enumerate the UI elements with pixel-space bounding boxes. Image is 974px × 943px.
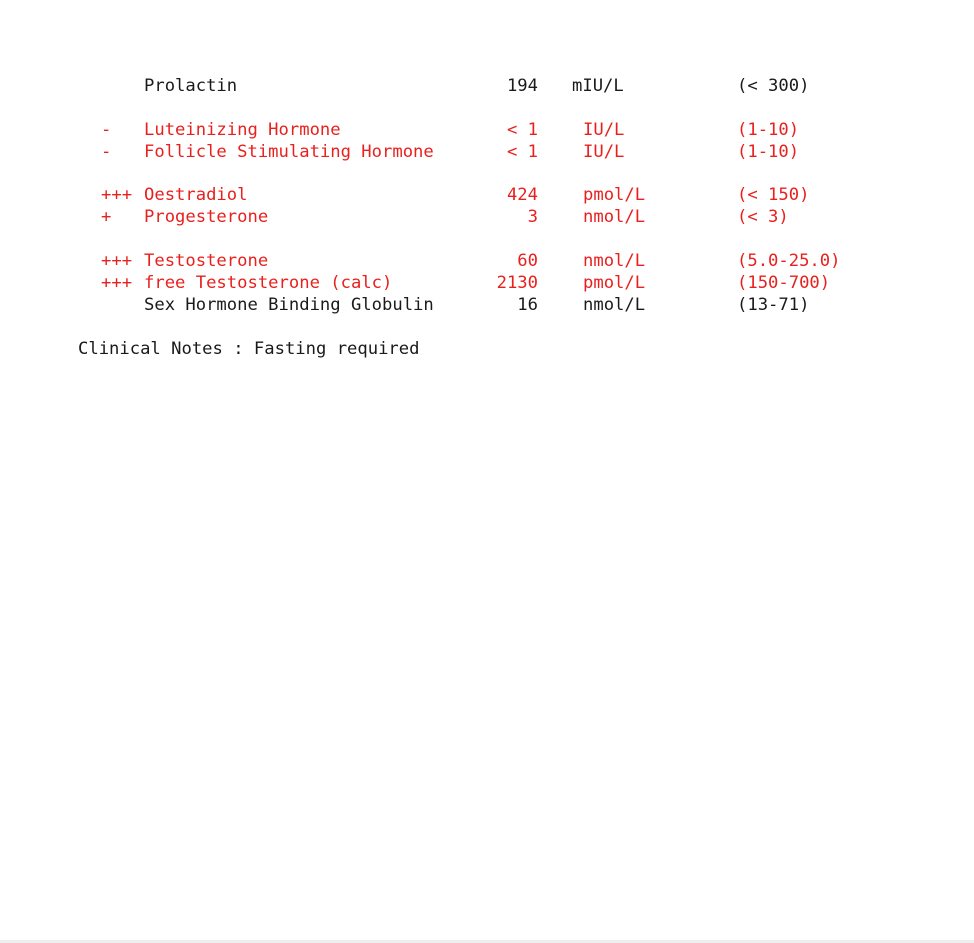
result-row-free-testosterone: [0, 272, 974, 294]
result-row-oestradiol: [0, 184, 974, 206]
result-row-luteinizing-hormone: [0, 119, 974, 141]
reference-range: (< 150): [737, 185, 810, 205]
result-row-progesterone: [0, 206, 974, 228]
reference-range: (< 3): [737, 207, 789, 227]
result-flag: -: [101, 120, 112, 140]
result-flag: +++: [101, 251, 133, 271]
test-value: 424: [506, 185, 538, 205]
test-name: Oestradiol: [144, 185, 248, 205]
test-name: Luteinizing Hormone: [144, 120, 341, 140]
result-row-shbg: [0, 294, 974, 316]
test-unit: IU/L: [583, 142, 625, 162]
result-flag: -: [101, 142, 112, 162]
test-value: < 1: [506, 142, 538, 162]
test-value: 3: [527, 207, 538, 227]
result-row-testosterone: [0, 250, 974, 272]
result-row-follicle-stimulating-hormone: [0, 141, 974, 163]
test-value: 60: [517, 251, 538, 271]
reference-range: (< 300): [737, 76, 810, 96]
test-name: Progesterone: [144, 207, 269, 227]
test-name: Sex Hormone Binding Globulin: [144, 295, 434, 315]
test-value: 2130: [496, 273, 538, 293]
test-value: 194: [506, 76, 538, 96]
reference-range: (1-10): [737, 142, 800, 162]
reference-range: (13-71): [737, 295, 810, 315]
result-flag: +++: [101, 273, 133, 293]
result-flag: +++: [101, 185, 133, 205]
reference-range: (150-700): [737, 273, 831, 293]
test-value: 16: [517, 295, 538, 315]
test-unit: pmol/L: [583, 185, 646, 205]
reference-range: (1-10): [737, 120, 800, 140]
result-flag: +: [101, 207, 112, 227]
result-row-prolactin: [0, 75, 974, 97]
clinical-notes: Clinical Notes : Fasting required: [78, 339, 420, 359]
test-name: Follicle Stimulating Hormone: [144, 142, 434, 162]
test-name: Prolactin: [144, 76, 238, 96]
reference-range: (5.0-25.0): [737, 251, 841, 271]
test-value: < 1: [506, 120, 538, 140]
test-unit: nmol/L: [583, 295, 646, 315]
test-unit: IU/L: [583, 120, 625, 140]
test-unit: nmol/L: [583, 251, 646, 271]
test-name: free Testosterone (calc): [144, 273, 393, 293]
test-unit: nmol/L: [583, 207, 646, 227]
test-unit: pmol/L: [583, 273, 646, 293]
test-name: Testosterone: [144, 251, 269, 271]
test-unit: mIU/L: [572, 76, 624, 96]
